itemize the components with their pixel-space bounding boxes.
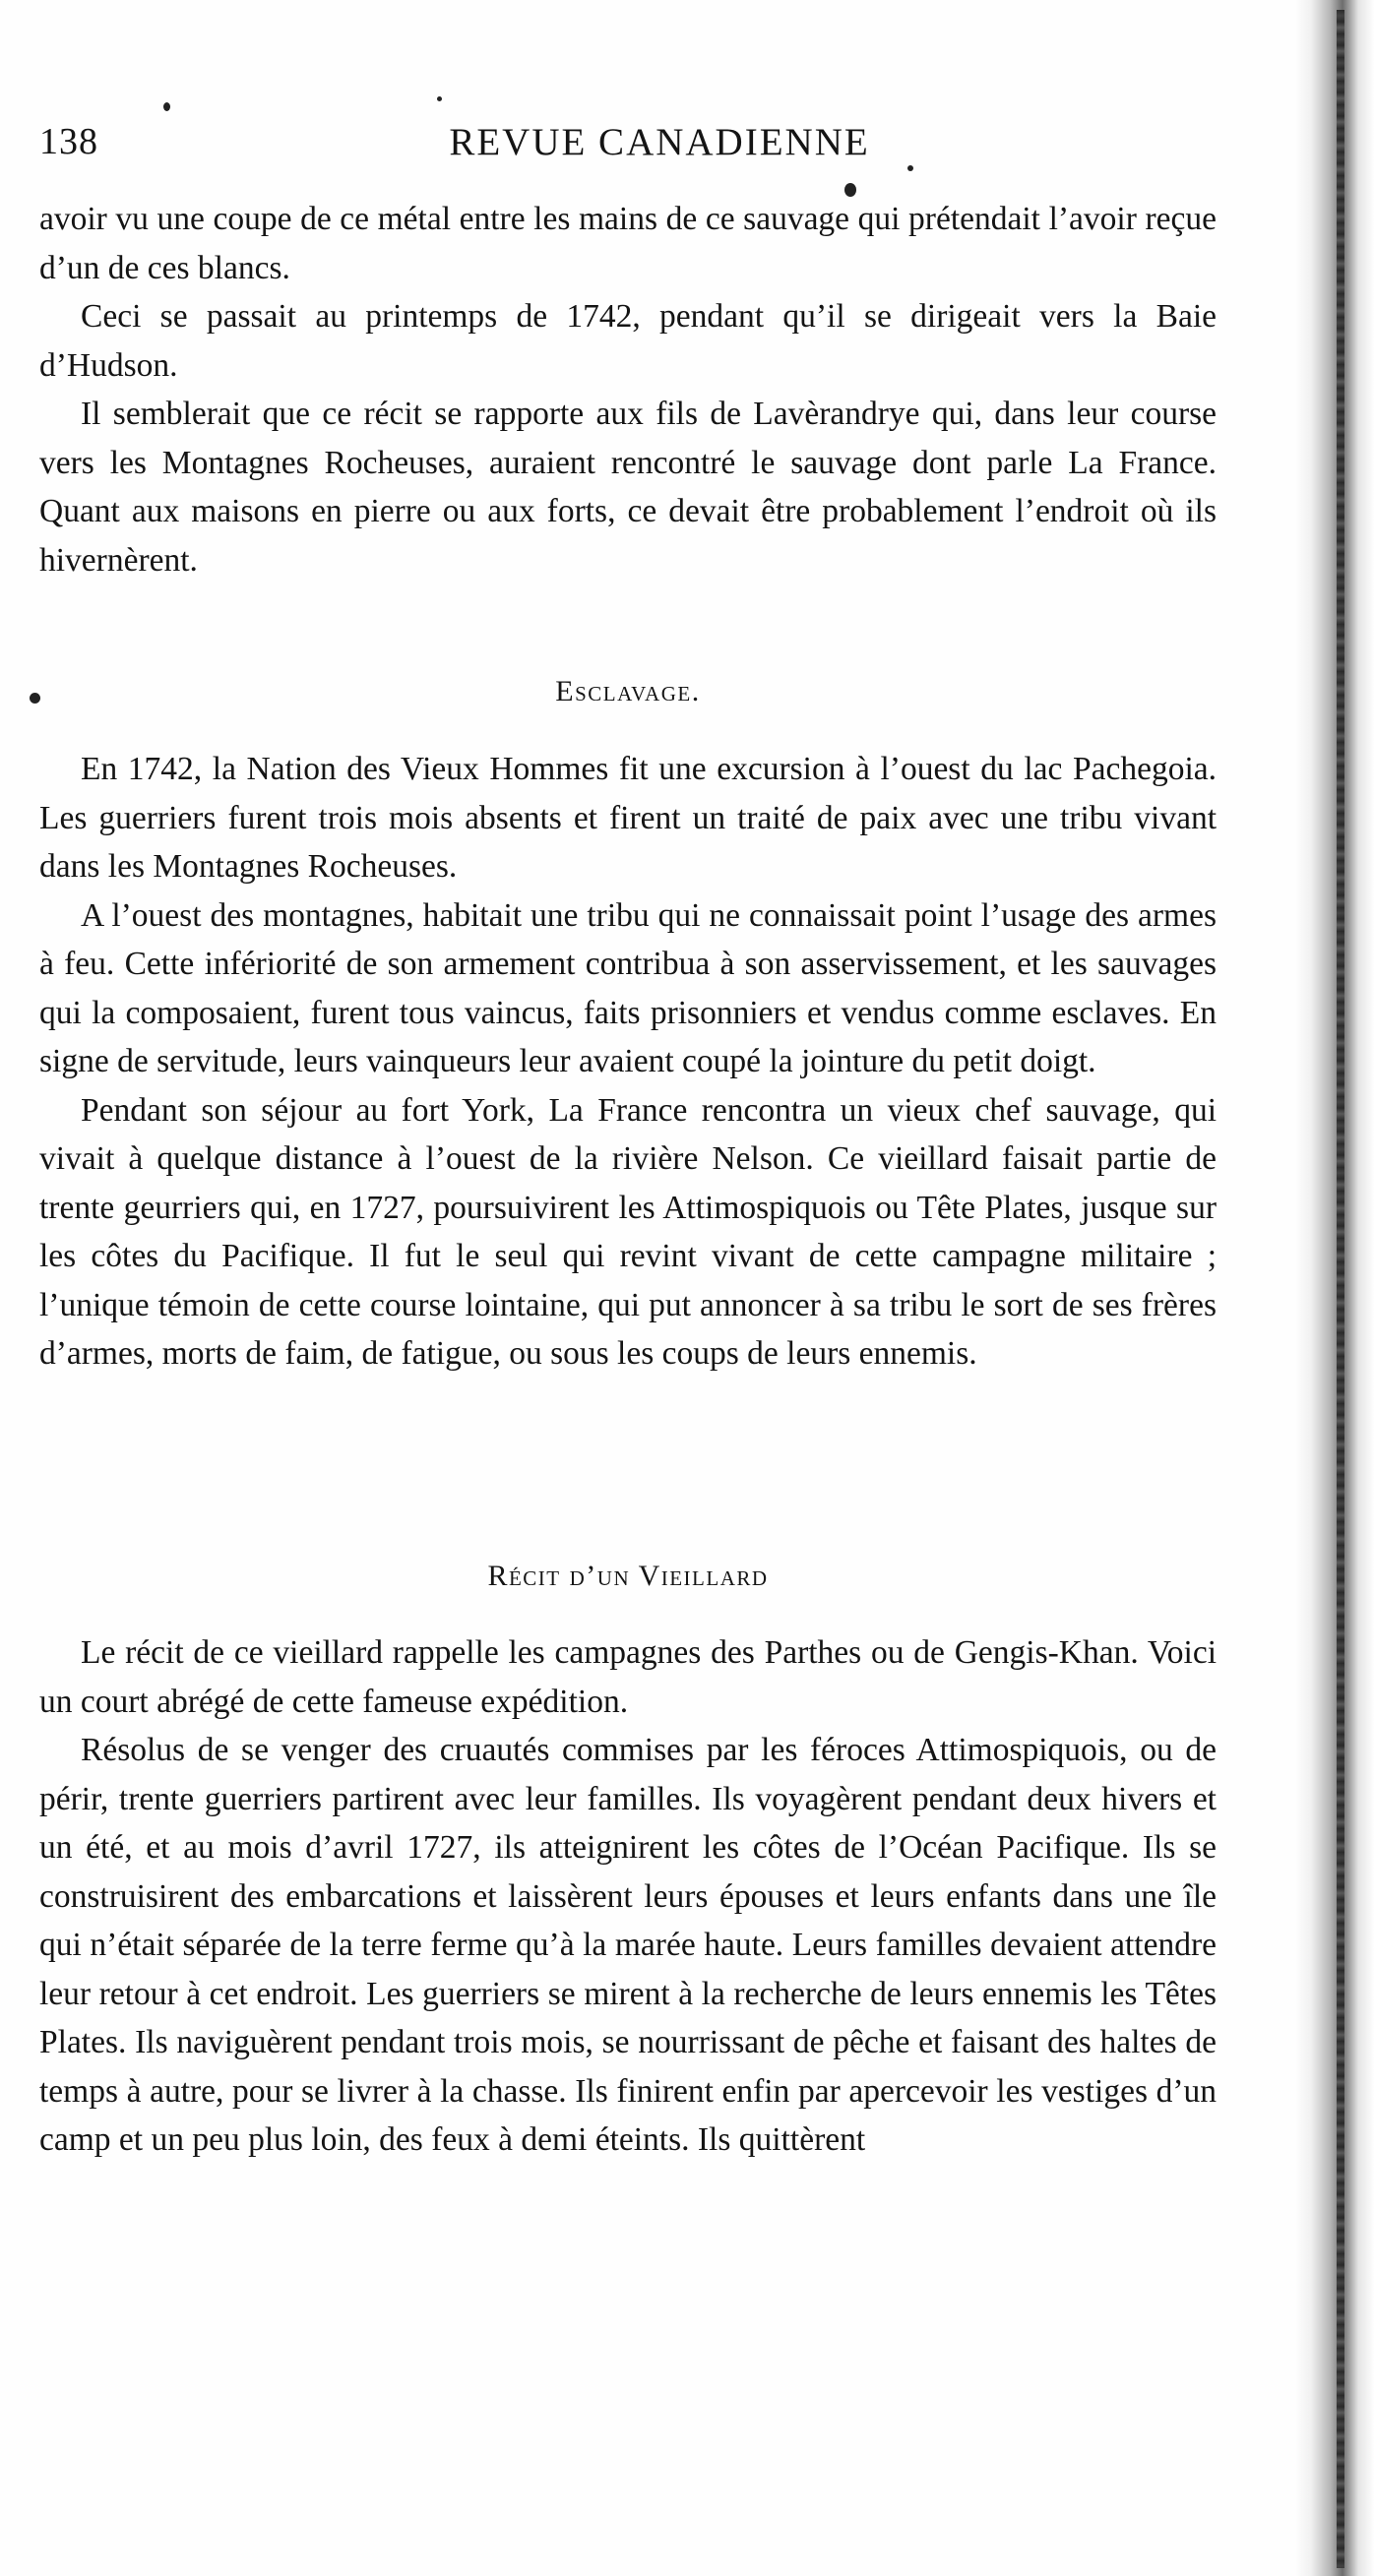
section-heading-recit: Récit d’un Vieillard	[487, 1560, 769, 1592]
running-title: REVUE CANADIENNE	[449, 121, 870, 163]
text-block-esclavage	[39, 745, 1217, 1379]
binding-gutter-edge	[1337, 10, 1344, 2568]
page-number: 138	[39, 121, 98, 162]
paragraph: Le récit de ce vieillard rappelle les campagnes des Parthes ou de Gengis-Khan. Voici un court abrégé de cette fameuse expédition.	[39, 1634, 1217, 1720]
paragraph: A l’ouest des montagnes, habitait une tribu qui ne connaissait point l’usage des armes à feu. Cette infériorité de son armement contribua à son asservissement, et les sauvages qui la composaient, furent tous vaincus, faits prisonniers et vendus comme esclaves. En signe de servitude, leurs vainqueurs leur avaient coupé la jointure du petit doigt.	[39, 896, 1217, 1079]
page-header	[39, 120, 1220, 169]
paragraph: Ceci se passait au printemps de 1742, pendant qu’il se dirigeait vers la Baie d’Hudson.	[39, 298, 1217, 384]
binding-gutter-shadow	[1295, 0, 1374, 2576]
ink-speck	[163, 102, 170, 111]
paragraph: Résolus de se venger des cruautés commises par les féroces Attimospiquois, ou de périr, trente guerriers partirent avec leur familles. Ils voyagèrent pendant deux hivers et un été, et au mois d’avril 1727, ils atteignirent les côtes de l’Océan Pacifique. Ils se construisirent des embarcations et laissèrent leurs épouses et leurs enfants dans une île qui n’était séparée de la terre ferme qu’à la marée haute. Leurs familles devaient attendre leur retour à cet endroit. Les guerriers se mirent à la recherche de leurs ennemis les Têtes Plates. Ils naviguèrent pendant trois mois, se nourrissant de pêche et faisant des haltes de temps à autre, pour se livrer à la chasse. Ils finirent enfin par apercevoir les vestiges d’un camp et un peu plus loin, des feux à demi éteints. Ils quittèrent	[39, 1732, 1217, 2158]
paragraph: En 1742, la Nation des Vieux Hommes fit une excursion à l’ouest du lac Pachegoia. Les guerriers furent trois mois absents et firent un traité de paix avec une tribu vivant dans les Montagnes Rocheuses.	[39, 751, 1217, 885]
paragraph: Il semblerait que ce récit se rapporte aux fils de Lavèrandrye qui, dans leur course vers les Montagnes Rocheuses, auraient rencontré le sauvage dont parle La France. Quant aux maisons en pierre ou aux forts, ce devait être probablement l’endroit où ils hivernèrent.	[39, 396, 1217, 579]
text-block-recit	[39, 1628, 1217, 2165]
paragraph: Pendant son séjour au fort York, La France rencontra un vieux chef sauvage, qui vivait à quelque distance à l’ouest de la rivière Nelson. Ce vieillard faisait partie de trente geurriers qui, en 1727, poursuivirent les Attimospiquois ou Tête Plates, jusque sur les côtes du Pacifique. Il fut le seul qui revint vivant de cette campagne militaire ; l’unique témoin de cette course lointaine, qui put annoncer à sa tribu le sort de ses frères d’armes, morts de faim, de fatigue, ou sous les coups de leurs ennemis.	[39, 1091, 1217, 1372]
ink-speck	[907, 165, 913, 171]
ink-speck	[437, 96, 442, 101]
text-block-opening	[39, 195, 1217, 584]
paragraph: avoir vu une coupe de ce métal entre les mains de ce sauvage qui prétendait l’avoir reçue d’un de ces blancs.	[39, 201, 1217, 286]
ink-speck	[844, 183, 856, 197]
section-heading-esclavage: Esclavage.	[555, 675, 701, 707]
ink-speck	[30, 693, 40, 704]
